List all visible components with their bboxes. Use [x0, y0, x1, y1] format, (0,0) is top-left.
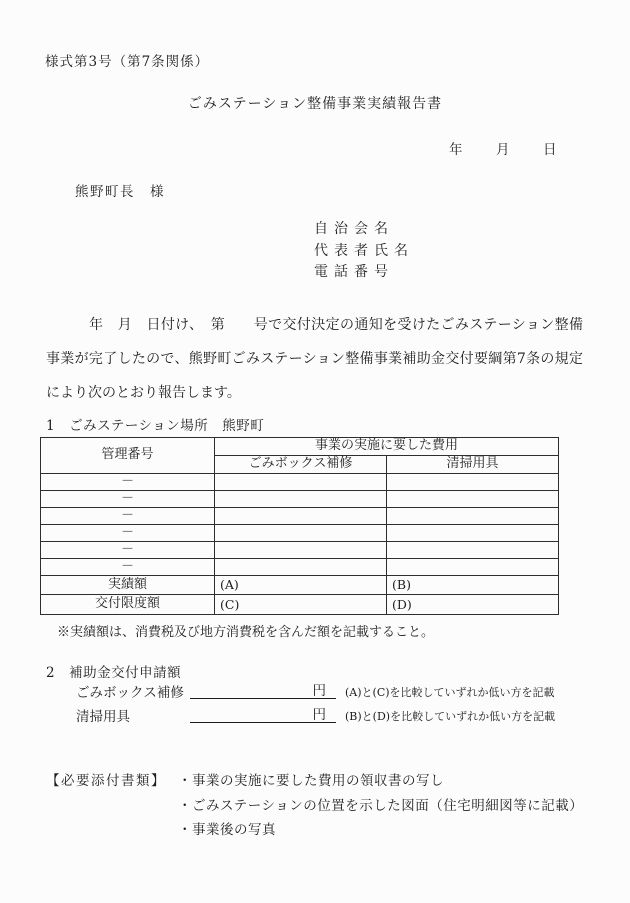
apply-row-cleaning-tools [76, 705, 596, 724]
attachment-item: ・事業後の写真 [178, 822, 276, 838]
apply-row-box-repair [76, 681, 596, 700]
amount-fill-blank-cleaning-tools[interactable] [190, 703, 336, 723]
box-repair-blank-cell[interactable] [215, 542, 387, 559]
grant-limit-label: 交付限度額 [41, 595, 215, 615]
cleaning-tools-blank-cell[interactable] [387, 542, 559, 559]
management-number-cell: － [41, 542, 215, 559]
addressee: 熊野町長 様 [75, 184, 165, 200]
cost-table [40, 437, 559, 615]
table-row [41, 474, 559, 491]
management-number-cell: － [41, 525, 215, 542]
table-row [41, 542, 559, 559]
box-repair-blank-cell[interactable] [215, 491, 387, 508]
actual-amount-label: 実績額 [41, 576, 215, 595]
cleaning-tools-blank-cell[interactable] [387, 474, 559, 491]
management-number-header: 管理番号 [41, 438, 215, 474]
management-number-cell: － [41, 491, 215, 508]
yen-unit: 円 [312, 707, 326, 723]
section1-heading: 1 ごみステーション場所 熊野町 [46, 418, 265, 434]
comparison-note-cleaning-tools: (B)と(D)を比較していずれか低い方を記載 [345, 710, 556, 723]
subcolumn-box-repair: ごみボックス補修 [215, 456, 387, 474]
body-line: 事業が完了したので、熊野町ごみステーション整備事業補助金交付要綱第7条の規定 [46, 351, 583, 367]
actual-amount-row [41, 576, 559, 595]
body-paragraph [46, 308, 583, 410]
cleaning-tools-blank-cell[interactable] [387, 491, 559, 508]
cleaning-tools-blank-cell[interactable] [387, 559, 559, 576]
box-repair-blank-cell[interactable] [215, 508, 387, 525]
management-number-cell: － [41, 559, 215, 576]
table-row [41, 525, 559, 542]
section2-heading: 2 補助金交付申請額 [46, 665, 182, 681]
grant-limit-row [41, 595, 559, 615]
cleaning-tools-blank-cell[interactable] [387, 508, 559, 525]
management-number-cell: － [41, 474, 215, 491]
signature-field-association-name: 自治会名 [314, 221, 394, 237]
box-repair-blank-cell[interactable] [215, 474, 387, 491]
attachment-item: ・事業の実施に要した費用の領収書の写し [178, 773, 444, 789]
apply-label-cleaning-tools: 清掃用具 [76, 709, 130, 725]
table-note: ※実績額は、消費税及び地方消費税を含んだ額を記載すること。 [57, 625, 435, 640]
table-header-row [41, 438, 559, 456]
box-repair-blank-cell[interactable] [215, 525, 387, 542]
grant-limit-cleaning-tools-cell[interactable]: (D) [387, 595, 559, 615]
cost-header: 事業の実施に要した費用 [215, 438, 559, 456]
cleaning-tools-blank-cell[interactable] [387, 525, 559, 542]
signature-field-representative-name: 代表者氏名 [314, 242, 414, 259]
body-line: 年 月 日付け、 第 号で交付決定の通知を受けたごみステーション整備 [89, 317, 583, 333]
signature-block [314, 219, 414, 284]
comparison-note-box-repair: (A)と(C)を比較していずれか低い方を記載 [345, 686, 555, 699]
form-number: 様式第3号（第7条関係） [45, 54, 210, 70]
apply-label-box-repair: ごみボックス補修 [76, 685, 184, 701]
table-row [41, 508, 559, 525]
body-line: により次のとおり報告します。 [46, 385, 241, 401]
actual-amount-box-repair-cell[interactable]: (A) [215, 576, 387, 595]
page-title: ごみステーション整備事業実績報告書 [187, 96, 443, 112]
signature-field-phone-number: 電話番号 [314, 264, 394, 280]
attachment-item: ・ごみステーションの位置を示した図面（住宅明細図等に記載） [178, 798, 584, 814]
attachments-label: 【必要添付書類】 [46, 773, 166, 789]
amount-fill-blank-box-repair[interactable] [190, 679, 336, 699]
box-repair-blank-cell[interactable] [215, 559, 387, 576]
actual-amount-cleaning-tools-cell[interactable]: (B) [387, 576, 559, 595]
grant-limit-box-repair-cell[interactable]: (C) [215, 595, 387, 615]
date-line: 年 月 日 [449, 142, 567, 158]
yen-unit: 円 [312, 683, 326, 699]
table-row [41, 559, 559, 576]
table-row [41, 491, 559, 508]
subcolumn-cleaning-tools: 清掃用具 [387, 456, 559, 474]
management-number-cell: － [41, 508, 215, 525]
